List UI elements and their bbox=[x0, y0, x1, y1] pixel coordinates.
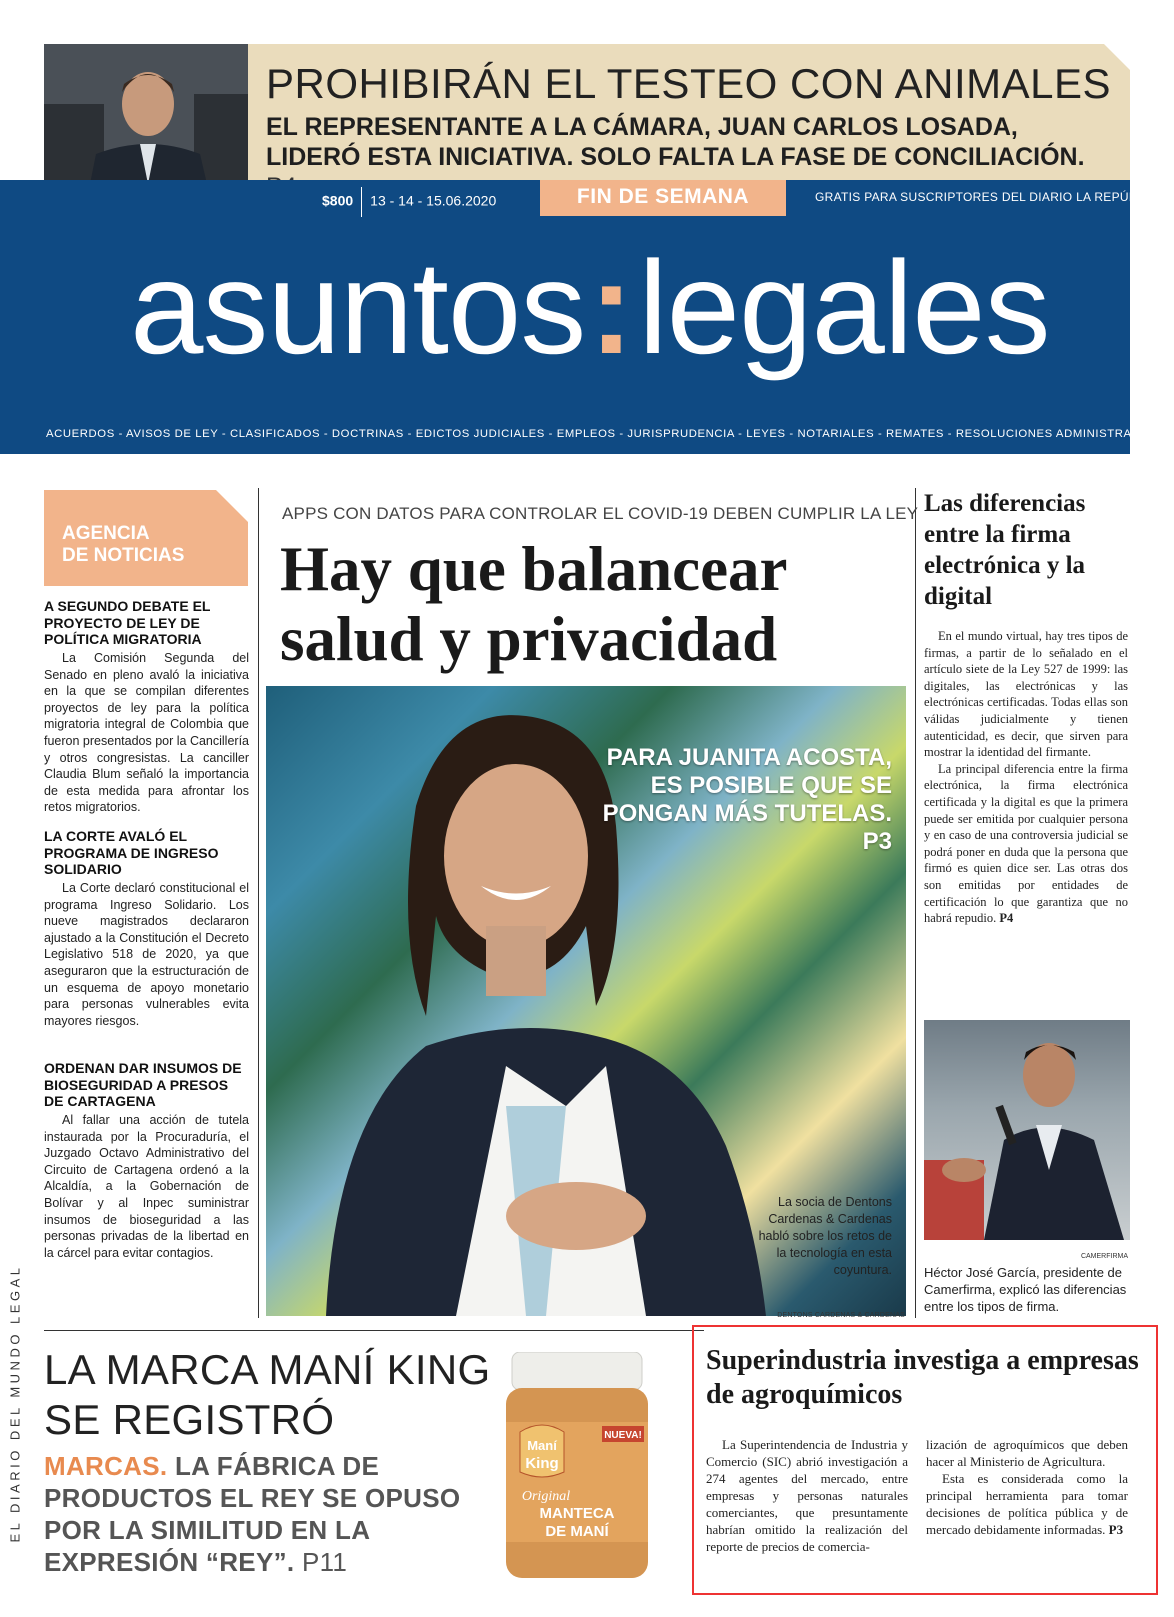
price-and-date bbox=[322, 187, 496, 217]
signature-story-page-ref: P4 bbox=[999, 911, 1014, 926]
sic-story-col1-text: La Superintendencia de Industria y Comercio (SIC) abrió investigación a 274 agentes del mercado, entre empresas y personas naturales comerciantes, que presuntamente habrían omitido la realización del reporte de precios de comercia- bbox=[706, 1437, 908, 1554]
brief-1-body: La Comisión Segunda del Senado en pleno avaló la iniciativa en la que se compilan diferentes proyectos de ley para la política migratoria integral de Colombia que fueron presentados por la Cancillería y otros congresistas. La canciller Claudia Blum señaló la importancia de esta medida para afrontar los retos migratorios. bbox=[44, 651, 249, 815]
logo-word-asuntos: asuntos bbox=[130, 234, 586, 381]
section-index: ACUERDOS - AVISOS DE LEY - CLASIFICADOS - DOCTRINAS - EDICTOS JUDICIALES - EMPLEOS - JURISPRUDENCIA - LEYES - NOTARIALES - REMATES - RESOLUCIONES ADMINISTRATIVAS bbox=[46, 428, 1166, 440]
feature-pull-quote: PARA JUANITA ACOSTA, ES POSIBLE QUE SE PONGAN MÁS TUTELAS. P3 bbox=[602, 744, 892, 855]
agency-box-notch bbox=[216, 490, 248, 522]
mani-king-subhead bbox=[44, 1450, 514, 1578]
sic-story-col2-para-2 bbox=[926, 1470, 1128, 1538]
jar-product-text-2: DE MANÍ bbox=[545, 1523, 609, 1540]
signature-story-para-2-text: La principal diferencia entre la firma electrónica, la firma electrónica certificada y la digital es que la primera puede ser emitida por cualquier persona y en caso de una controversia judicial se podrá poner en duda que la persona que firmó es quien dice ser. Las otras dos son emitidas por entidades de certificación lo que garantiza que no habrá repudio. bbox=[924, 761, 1128, 926]
jar-badge-text: NUEVA! bbox=[604, 1430, 642, 1441]
signature-story-para-1: En el mundo virtual, hay tres tipos de firmas, a partir de lo señalado en el artículo siete de la Ley 527 de 1999: las digitales, las electrónicas y las electrónicas certificadas. Todas ellas son válidas judicialmente y tienen autenticidad, es decir, que sirven para mostrar la identidad del firmante. bbox=[924, 629, 1128, 760]
sic-story-column-1 bbox=[706, 1436, 908, 1555]
brief-3-body: Al fallar una acción de tutela instaurada por la Procuraduría, el Juzgado Octavo Administrativo del Circuito de Cartagena ordenó a la Alcaldía, a la Gobernación de Bolívar y al Inpec suministrar insumos de bioseguridad a las personas privadas de la libertad en la cárcel para evitar contagios. bbox=[44, 1113, 249, 1260]
signature-story-body bbox=[924, 628, 1128, 927]
brief-3-headline: ORDENAN DAR INSUMOS DE BIOSEGURIDAD A PRESOS DE CARTAGENA bbox=[44, 1060, 242, 1109]
edition-badge: FIN DE SEMANA bbox=[540, 180, 786, 216]
column-divider-left bbox=[258, 488, 259, 1318]
sic-story-col2-para-1: lización de agroquímicos que deben hacer al Ministerio de Agricultura. bbox=[926, 1437, 1128, 1469]
jar-brand-text-2: King bbox=[525, 1455, 559, 1472]
brief-1-headline: A SEGUNDO DEBATE EL PROYECTO DE LEY DE POLÍTICA MIGRATORIA bbox=[44, 598, 211, 647]
agency-label-line1: AGENCIA bbox=[62, 523, 150, 544]
brief-2-body: La Corte declaró constitucional el programa Ingreso Solidario. Los nueve magistrados declararon ajustado a la Constitución el Decreto Legislativo 518 de 2020, ya que aseguraron que la estructuración de un esquema de apoyo monetario para personas vulnerables evita mayores riesgos. bbox=[44, 881, 249, 1028]
signature-story-photo bbox=[924, 1020, 1130, 1240]
feature-photo-caption: La socia de Dentons Cardenas & Cardenas habló sobre los retos de la tecnología en esta coyuntura. bbox=[758, 1195, 892, 1277]
signature-story-para-2 bbox=[924, 761, 1128, 927]
mani-king-headline: LA MARCA MANÍ KING SE REGISTRÓ bbox=[44, 1346, 491, 1443]
logo-word-legales: legales bbox=[638, 234, 1050, 381]
sic-story-page-ref: P3 bbox=[1108, 1522, 1124, 1537]
agency-label-line2: DE NOTICIAS bbox=[62, 545, 185, 566]
banner-subhead-text: EL REPRESENTANTE A LA CÁMARA, JUAN CARLOS LOSADA, LIDERÓ ESTA INICIATIVA. SOLO FALTA LA FASE DE CONCILIACIÓN. bbox=[266, 113, 1085, 171]
agency-label bbox=[62, 523, 184, 567]
signature-story-headline: Las diferencias entre la firma electrónica y la digital bbox=[924, 490, 1086, 610]
mani-king-page-ref: P11 bbox=[301, 1547, 348, 1577]
issue-price: $800 bbox=[322, 192, 354, 209]
feature-kicker: APPS CON DATOS PARA CONTROLAR EL COVID-19 DEBEN CUMPLIR LA LEY bbox=[282, 504, 919, 523]
subscriber-note: GRATIS PARA SUSCRIPTORES DEL DIARIO LA REPÚBLICA bbox=[815, 190, 1166, 204]
sic-story-column-2 bbox=[926, 1436, 1128, 1538]
feature-headline: Hay que balancear salud y privacidad bbox=[280, 534, 787, 674]
jar-script-text: Original bbox=[521, 1489, 571, 1504]
peanut-butter-jar-photo bbox=[502, 1352, 652, 1582]
brief-2-headline: LA CORTE AVALÓ EL PROGRAMA DE INGRESO SOLIDARIO bbox=[44, 828, 219, 877]
logo-colon: : bbox=[589, 234, 633, 381]
mani-king-category: MARCAS. bbox=[44, 1451, 168, 1481]
jar-brand-text-1: Maní bbox=[527, 1438, 557, 1453]
issue-dates: 13 - 14 - 15.06.2020 bbox=[370, 192, 497, 209]
price-separator bbox=[361, 187, 362, 217]
section-divider-horizontal bbox=[44, 1330, 704, 1331]
column-divider-right bbox=[915, 488, 916, 1318]
publication-logo bbox=[130, 234, 1050, 381]
signature-photo-caption: Héctor José García, presidente de Camerfirma, explicó las diferencias entre los tipos de firma. bbox=[924, 1265, 1127, 1314]
sic-story-headline: Superindustria investiga a empresas de agroquímicos bbox=[706, 1345, 1139, 1410]
mani-king-subhead-text: LA FÁBRICA DE PRODUCTOS EL REY SE OPUSO POR LA SIMILITUD EN LA EXPRESIÓN “REY”. bbox=[44, 1451, 461, 1577]
sic-story-col2-para-2-text: Esta es considerada como la principal herramienta para tomar decisiones de política pública y de mercado debidamente informadas. bbox=[926, 1471, 1128, 1537]
signature-photo-credit: CAMERFIRMA bbox=[1080, 1253, 1128, 1260]
jar-product-text-1: MANTECA bbox=[539, 1505, 615, 1522]
feature-photo-credit: DENTONS CARDENAS & CARDENAS bbox=[777, 1312, 905, 1319]
banner-headline: PROHIBIRÁN EL TESTEO CON ANIMALES bbox=[266, 60, 1112, 107]
vertical-tagline: EL DIARIO DEL MUNDO LEGAL bbox=[7, 1264, 23, 1543]
